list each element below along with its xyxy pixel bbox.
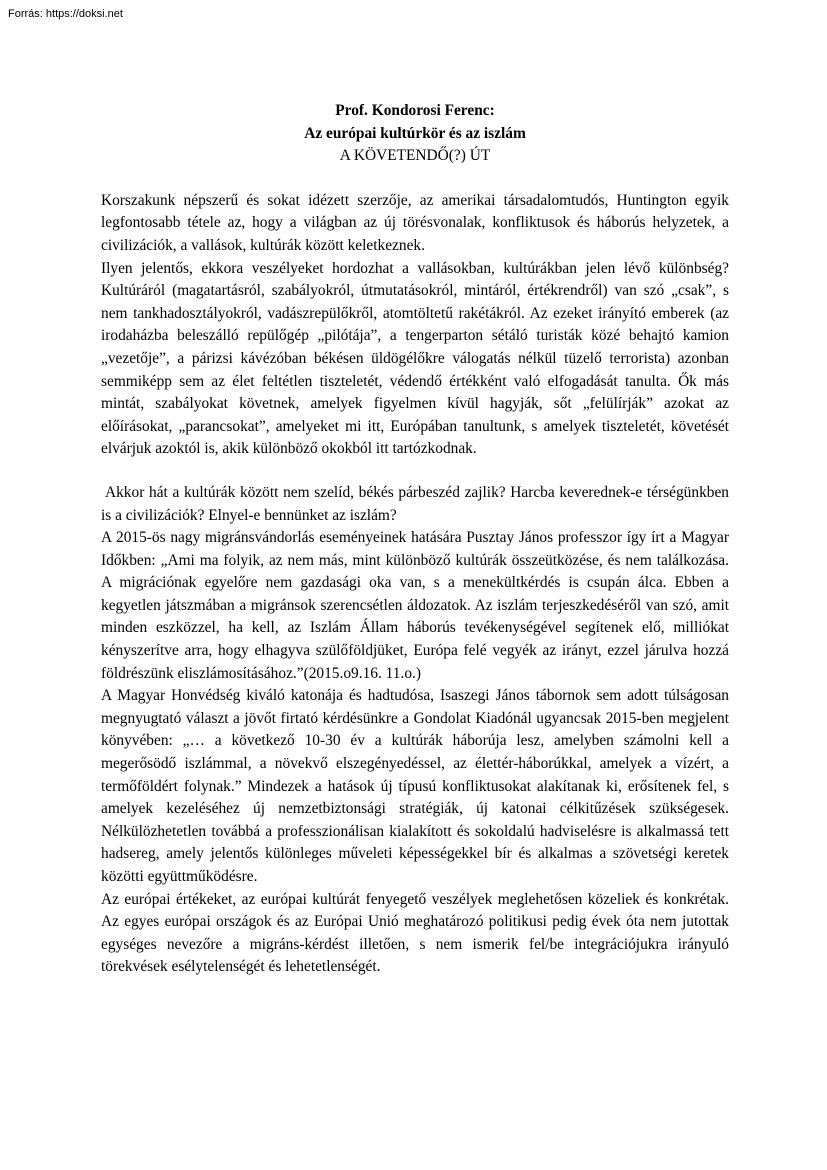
paragraph-1: Korszakunk népszerű és sokat idézett szerzője, az amerikai társadalomtudós, Huntington egyik legfontosabb tétele az, hogy a világban az új törésvonalak, konfliktusok és háborús helyzetek, a civilizációk, a vallások, kultúrák között keletkeznek. [101, 191, 729, 254]
paragraph-6: Az európai értékeket, az európai kultúrát fenyegető veszélyek meglehetősen közeliek és konkrétak. Az egyes európai országok és az Európai Unió meghatározó politikusi pedig évek óta nem jutottak egységes nevezőre a migráns-kérdést illetően, s nem ismerik fel/be integrációjukra irányuló törekvések esélytelenségét és lehetetlenségét. [101, 890, 729, 976]
paragraph-3: Akkor hát a kultúrák között nem szelíd, békés párbeszéd zajlik? Harcba keverednek-e térségünkben is a civilizációk? Elnyel-e bennünket az iszlám? [101, 483, 729, 524]
document-subtitle: A KÖVETENDŐ(?) ÚT [339, 147, 491, 165]
paragraph-5: A Magyar Honvédség kiváló katonája és hadtudósa, Isaszegi János tábornok sem adott túlságosan megnyugtató választ a jövőt firtató kérdésünkre a Gondolat Kiadónál ugyancsak 2015-ben megjelent könyvében: „… a következő 10-30 év a kultúrák háborúja lesz, amelyben számolni kell a megerősödő iszlámmal, a növekvő elszegényedéssel, az élettér-háborúkkal, amelyek a vízért, a termőföldért folynak.” Mindezek a hatások új típusú konfliktusokat alakítanak ki, erősítenek fel, s amelyek kezeléséhez új nemzetbiztonsági stratégiák, új katonai célkitűzések szükségesek. Nélkülözhetetlen továbbá a professzionálisan kialakított és sokoldalú hadviselésre is alkalmassá tett hadsereg, amely jelentős különleges műveleti képességekkel bír és alkalmas a szövetségi keretek közötti együttműködésre. [101, 687, 729, 885]
document-title: Az európai kultúrkör és az iszlám [304, 124, 526, 142]
document-page [101, 100, 729, 979]
source-label: Forrás: https://doksi.net [8, 8, 123, 20]
author-name: Prof. Kondorosi Ferenc: [335, 102, 495, 119]
paragraph-2: Ilyen jelentős, ekkora veszélyeket hordozhat a vallásokban, kultúrákban jelen lévő különbség? Kultúráról (magatartásról, szabályokról, útmutatásokról, mintáról, értékrendről) van szó „csak”, s nem tankhadosztályokról, vadászrepülőkről, atomtöltetű rakétákról. Az ezeket irányító emberek (az irodaházba beleszálló repülőgép „pilótája”, a tengerparton sétáló turisták közé behajtó kamion „vezetője”, a párizsi kávézóban békésen üldögélőkre válogatás nélkül tüzelő terrorista) azonban semmiképp sem az élet feltétlen tiszteletét, védendő értékként való elfogadását tanulta. Ők más mintát, szabályokat követnek, amelyek figyelmen kívül hagyják, sőt „felülírják” azokat az előírásokat, „parancsokat”, amelyeket mi itt, Európában tanultunk, s amelyek tiszteletét, követését elvárjuk azoktól is, akik különböző okokból itt tartózkodnak. [101, 259, 729, 458]
paragraph-4: A 2015-ös nagy migránsvándorlás eseményeinek hatására Pusztay János professzor így írt a Magyar Időkben: „Ami ma folyik, az nem más, mint különböző kultúrák összeütközése, és nem találkozása. A migrációnak egyelőre nem gazdasági oka van, s a menekültkérdés is csupán álca. Ebben a kegyetlen játszmában a migránsok szerencsétlen áldozatok. Az iszlám terjeszkedéséről van szó, amit minden eszközzel, ha kell, az Iszlám Állam háborús tevékenységével segítenek elő, milliókat kényszerítve arra, hogy elhagyva szülőföldjüket, Európa felé vegyék az irányt, ezzel járulva hozzá földrészünk eliszlámosításához.”(2015.o9.16. 11.o.) [101, 529, 729, 682]
title-block [101, 100, 729, 168]
